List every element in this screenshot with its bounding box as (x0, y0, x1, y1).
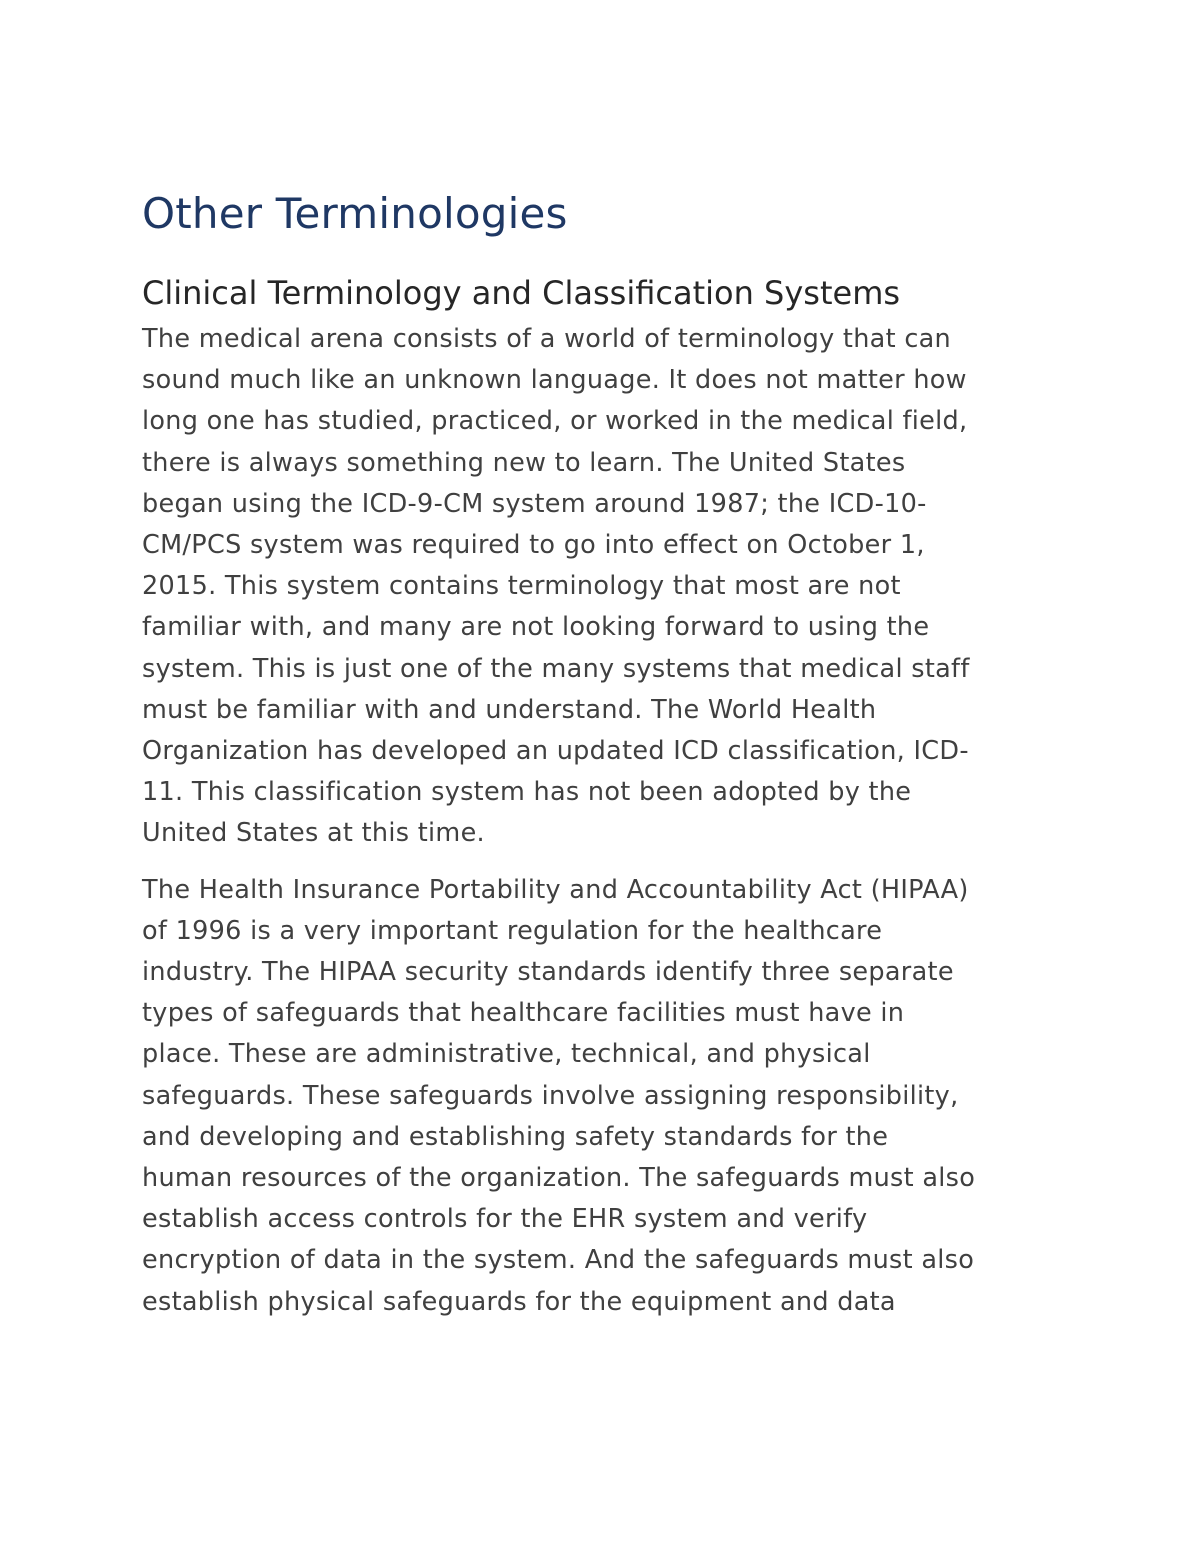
paragraph-line: 2015. This system contains terminology that most are not (142, 571, 901, 602)
paragraph-line: human resources of the organization. The safeguards must also (142, 1163, 976, 1194)
paragraph-line: sound much like an unknown language. It does not matter how (142, 365, 967, 396)
section-heading: Clinical Terminology and Classification Systems (142, 274, 901, 312)
paragraph-line: encryption of data in the system. And the safeguards must also (142, 1245, 975, 1276)
paragraph-line: must be familiar with and understand. The World Health (142, 694, 877, 725)
paragraph-line: there is always something new to learn. The United States (142, 447, 906, 478)
paragraph-line: began using the ICD-9-CM system around 1987; the ICD-10- (142, 488, 927, 519)
document-title: Other Terminologies (142, 189, 568, 238)
paragraph-line: industry. The HIPAA security standards identify three separate (142, 957, 954, 988)
paragraph-line: familiar with, and many are not looking forward to using the (142, 612, 930, 643)
paragraph-line: long one has studied, practiced, or worked in the medical field, (142, 406, 968, 437)
paragraph-line: establish physical safeguards for the equipment and data (142, 1286, 896, 1317)
paragraph-line: place. These are administrative, technical, and physical (142, 1039, 871, 1070)
body-paragraph-2 (142, 870, 1060, 1323)
document-content (142, 186, 1060, 1323)
paragraph-line: The Health Insurance Portability and Accountability Act (HIPAA) (142, 874, 969, 905)
paragraph-line: system. This is just one of the many systems that medical staff (142, 653, 970, 684)
paragraph-line: of 1996 is a very important regulation for the healthcare (142, 915, 883, 946)
body-paragraph-1 (142, 319, 1060, 855)
paragraph-line: Organization has developed an updated ICD classification, ICD- (142, 736, 969, 767)
paragraph-line: CM/PCS system was required to go into effect on October 1, (142, 530, 925, 561)
paragraph-line: safeguards. These safeguards involve assigning responsibility, (142, 1080, 959, 1111)
paragraph-line: and developing and establishing safety standards for the (142, 1121, 889, 1152)
paragraph-line: 11. This classification system has not been adopted by the (142, 777, 912, 808)
paragraph-line: types of safeguards that healthcare facilities must have in (142, 998, 905, 1029)
paragraph-line: The medical arena consists of a world of terminology that can (142, 324, 952, 354)
paragraph-line: United States at this time. (142, 818, 485, 849)
paragraph-line: establish access controls for the EHR system and verify (142, 1204, 868, 1235)
